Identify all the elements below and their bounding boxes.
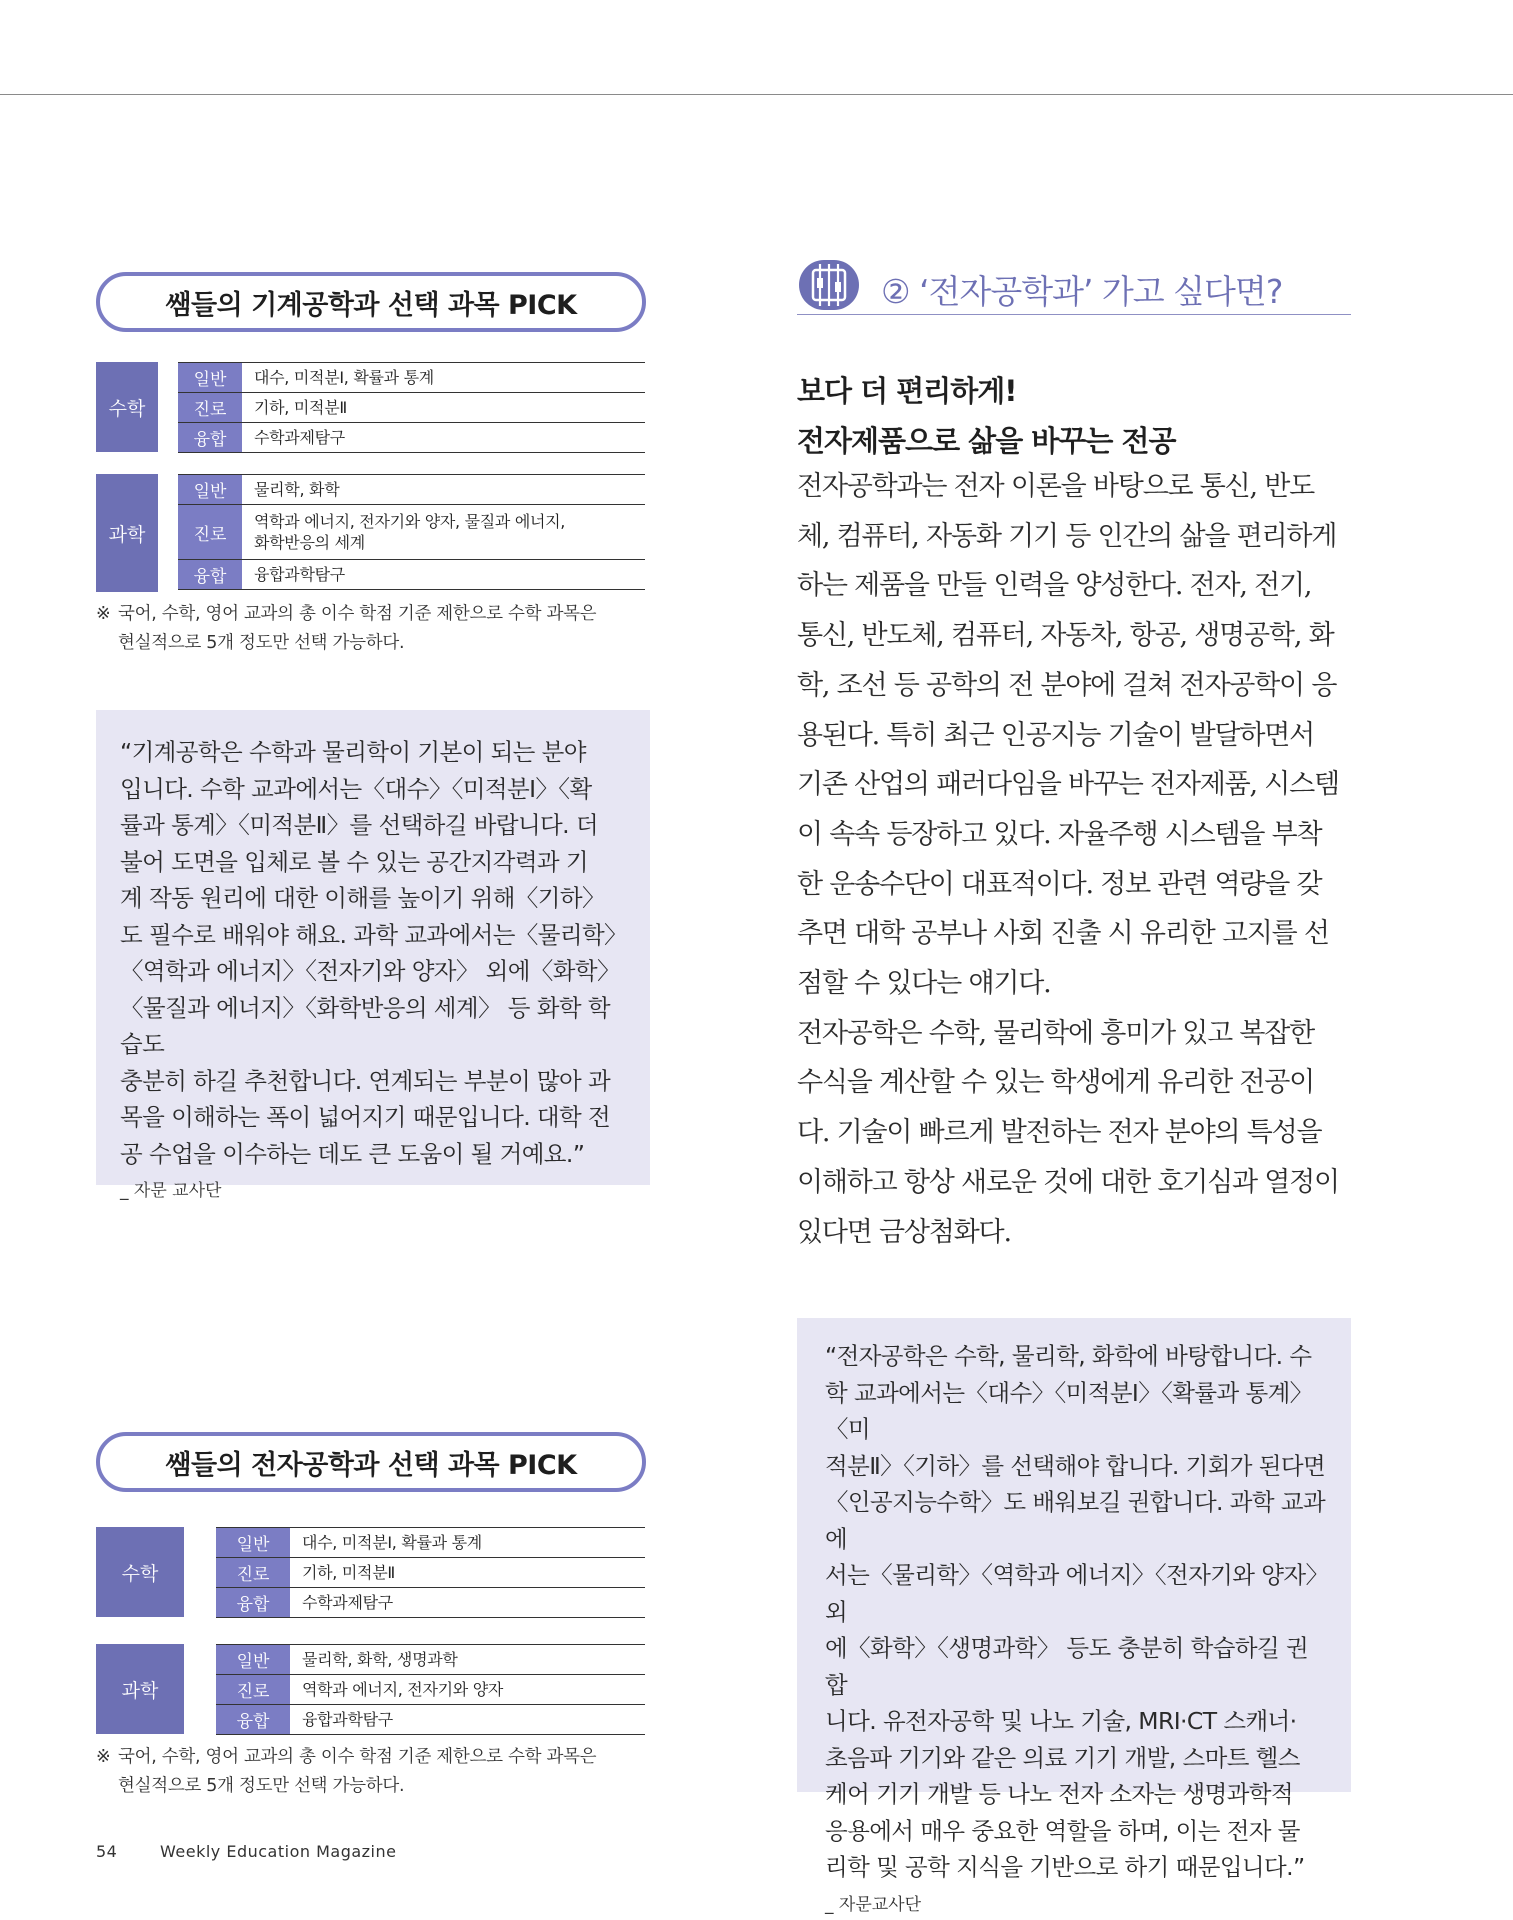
- track-tag: 진로: [178, 393, 242, 422]
- track-tag: 일반: [216, 1645, 290, 1674]
- subject-value: 기하, 미적분Ⅱ: [254, 398, 347, 417]
- article-headline: [797, 366, 1175, 466]
- subject-value: 대수, 미적분Ⅰ, 확률과 통계: [302, 1533, 482, 1552]
- subject-value: [242, 511, 565, 553]
- headline-line: 보다 더 편리하게!: [797, 374, 1017, 408]
- subject-value: 수학과제탐구: [254, 428, 345, 447]
- table-row: [178, 423, 645, 453]
- mech-science-group: [96, 474, 645, 592]
- table-row: [216, 1675, 645, 1705]
- track-tag: 진로: [216, 1675, 290, 1704]
- elec-footnote: [96, 1743, 656, 1801]
- quote-text: “전자공학은 수학, 물리학, 화학에 바탕합니다. 수 학 교과에서는〈대수〉〈미적분Ⅰ〉〈확률과 통계〉〈미 적분Ⅱ〉〈기하〉를 선택해야 합니다. 기회가 된다면 〈인공지능수학〉도 배워보길 권합니다. 과학 교과에 서는〈물리학〉〈역학과 에너지〉〈전자기와 양자〉 외 에〈화학〉〈생명과학〉 등도 충분히 학습하길 권합 니다. 유전자공학 및 나노 기술, MRI·CT 스캐너· 초음파 기기와 같은 의료 기기 개발, 스마트 헬스 케어 기기 개발 등 나노 전자 소자는 생명과학적 응용에서 매우 중요한 역할을 하며, 이는 전자 물 리학 및 공학 지식을 기반으로 하기 때문입니다.”: [825, 1342, 1329, 1881]
- mech-footnote: [96, 600, 656, 658]
- track-tag: 일반: [216, 1528, 290, 1557]
- track-tag: 일반: [178, 363, 242, 392]
- subject-label: 과학: [96, 1644, 184, 1734]
- subject-value: 대수, 미적분Ⅰ, 확률과 통계: [254, 368, 434, 387]
- track-tag: 융합: [178, 560, 242, 589]
- table-row: [178, 505, 645, 560]
- section-header: [797, 258, 1351, 315]
- subject-rows: [216, 1527, 645, 1618]
- subject-label: 수학: [96, 362, 158, 452]
- subject-rows: [178, 474, 645, 592]
- track-tag: 진로: [178, 505, 242, 559]
- table-row: [178, 560, 645, 590]
- table-row: [178, 363, 645, 393]
- note-line: 국어, 수학, 영어 교과의 총 이수 학점 기준 제한으로 수학 과목은: [118, 1747, 597, 1767]
- subject-value: 수학과제탐구: [302, 1593, 393, 1612]
- subject-value: 물리학, 화학: [254, 480, 340, 499]
- subject-value: 융합과학탐구: [254, 565, 345, 584]
- article-body: 전자공학과는 전자 이론을 바탕으로 통신, 반도 체, 컴퓨터, 자동화 기기 등 인간의 삶을 편리하게 하는 제품을 만들 인력을 양성한다. 전자, 전기, 통신, 반도체, 컴퓨터, 자동차, 항공, 생명공학, 화 학, 조선 등 공학의 전 분야에 걸쳐 전자공학이 응 용된다. 특히 최근 인공지능 기술이 발달하면서 기존 산업의 패러다임을 바꾸는 전자제품, 시스템 이 속속 등장하고 있다. 자율주행 시스템을 부착 한 운송수단이 대표적이다. 정보 관련 역량을 갖 추면 대학 공부나 사회 진출 시 유리한 고지를 선 점할 수 있다는 얘기다. 전자공학은 수학, 물리학에 흥미가 있고 복잡한 수식을 계산할 수 있는 학생에게 유리한 전공이 다. 기술이 빠르게 발전하는 전자 분야의 특성을 이해하고 항상 새로운 것에 대한 호기심과 열정이 있다면 금상첨화다.: [797, 471, 1339, 1248]
- track-tag: 일반: [178, 475, 242, 504]
- table-row: [216, 1588, 645, 1618]
- note-mark: ※: [96, 1747, 111, 1767]
- headline-line: 전자제품으로 삶을 바꾸는 전공: [797, 424, 1176, 458]
- subject-rows: [178, 362, 645, 453]
- page-number: 54: [96, 1842, 118, 1861]
- note-line: 현실적으로 5개 정도만 선택 가능하다.: [118, 1776, 405, 1796]
- quote-source: _ 자문교사단: [825, 1894, 922, 1915]
- note-line: 현실적으로 5개 정도만 선택 가능하다.: [118, 633, 405, 653]
- circuit-chip-icon: [799, 260, 859, 310]
- subject-label: 수학: [96, 1527, 184, 1617]
- note-line: 국어, 수학, 영어 교과의 총 이수 학점 기준 제한으로 수학 과목은: [118, 604, 597, 624]
- mech-quote-box: [96, 710, 650, 1201]
- mech-math-group: [96, 362, 645, 453]
- elec-math-group: [96, 1527, 645, 1618]
- subject-value: 역학과 에너지, 전자기와 양자: [302, 1680, 504, 1699]
- table-row: [216, 1645, 645, 1675]
- top-divider: [0, 94, 1513, 95]
- note-mark: ※: [96, 604, 111, 624]
- subject-value-line: 역학과 에너지, 전자기와 양자, 물질과 에너지,: [254, 512, 566, 531]
- magazine-name: Weekly Education Magazine: [160, 1842, 397, 1861]
- subject-value: 물리학, 화학, 생명과학: [302, 1650, 458, 1669]
- subject-rows: [216, 1644, 645, 1735]
- quote-text: “기계공학은 수학과 물리학이 기본이 되는 분야 입니다. 수학 교과에서는〈대수〉〈미적분Ⅰ〉〈확 률과 통계〉〈미적분Ⅱ〉를 선택하길 바랍니다. 더 불어 도면을 입체로 볼 수 있는 공간지각력과 기 계 작동 원리에 대한 이해를 높이기 위해〈기하〉 도 필수로 배워야 해요. 과학 교과에서는〈물리학〉 〈역학과 에너지〉〈전자기와 양자〉 외에〈화학〉 〈물질과 에너지〉〈화학반응의 세계〉 등 화학 학습도 충분히 하길 추천합니다. 연계되는 부분이 많아 과 목을 이해하는 폭이 넓어지기 때문입니다. 대학 전 공 수업을 이수하는 데도 큰 도움이 될 거예요.”: [120, 738, 627, 1168]
- elec-science-group: [96, 1644, 645, 1735]
- elec-quote-box: [797, 1318, 1351, 1915]
- elec-pick-title: 쌤들의 전자공학과 선택 과목 PICK: [96, 1432, 646, 1492]
- subject-value: 기하, 미적분Ⅱ: [302, 1563, 395, 1582]
- table-row: [178, 475, 645, 505]
- subject-label: 과학: [96, 474, 158, 592]
- track-tag: 융합: [178, 423, 242, 452]
- track-tag: 진로: [216, 1558, 290, 1587]
- subject-value: 융합과학탐구: [302, 1710, 393, 1729]
- track-tag: 융합: [216, 1588, 290, 1617]
- table-row: [216, 1705, 645, 1735]
- track-tag: 융합: [216, 1705, 290, 1734]
- quote-source: _ 자문 교사단: [120, 1181, 222, 1201]
- table-row: [216, 1558, 645, 1588]
- table-row: [216, 1528, 645, 1558]
- table-row: [178, 393, 645, 423]
- mech-pick-title: 쌤들의 기계공학과 선택 과목 PICK: [96, 272, 646, 332]
- section-title: ② ‘전자공학과’ 가고 싶다면?: [881, 272, 1283, 311]
- subject-value-line: 화학반응의 세계: [254, 533, 365, 552]
